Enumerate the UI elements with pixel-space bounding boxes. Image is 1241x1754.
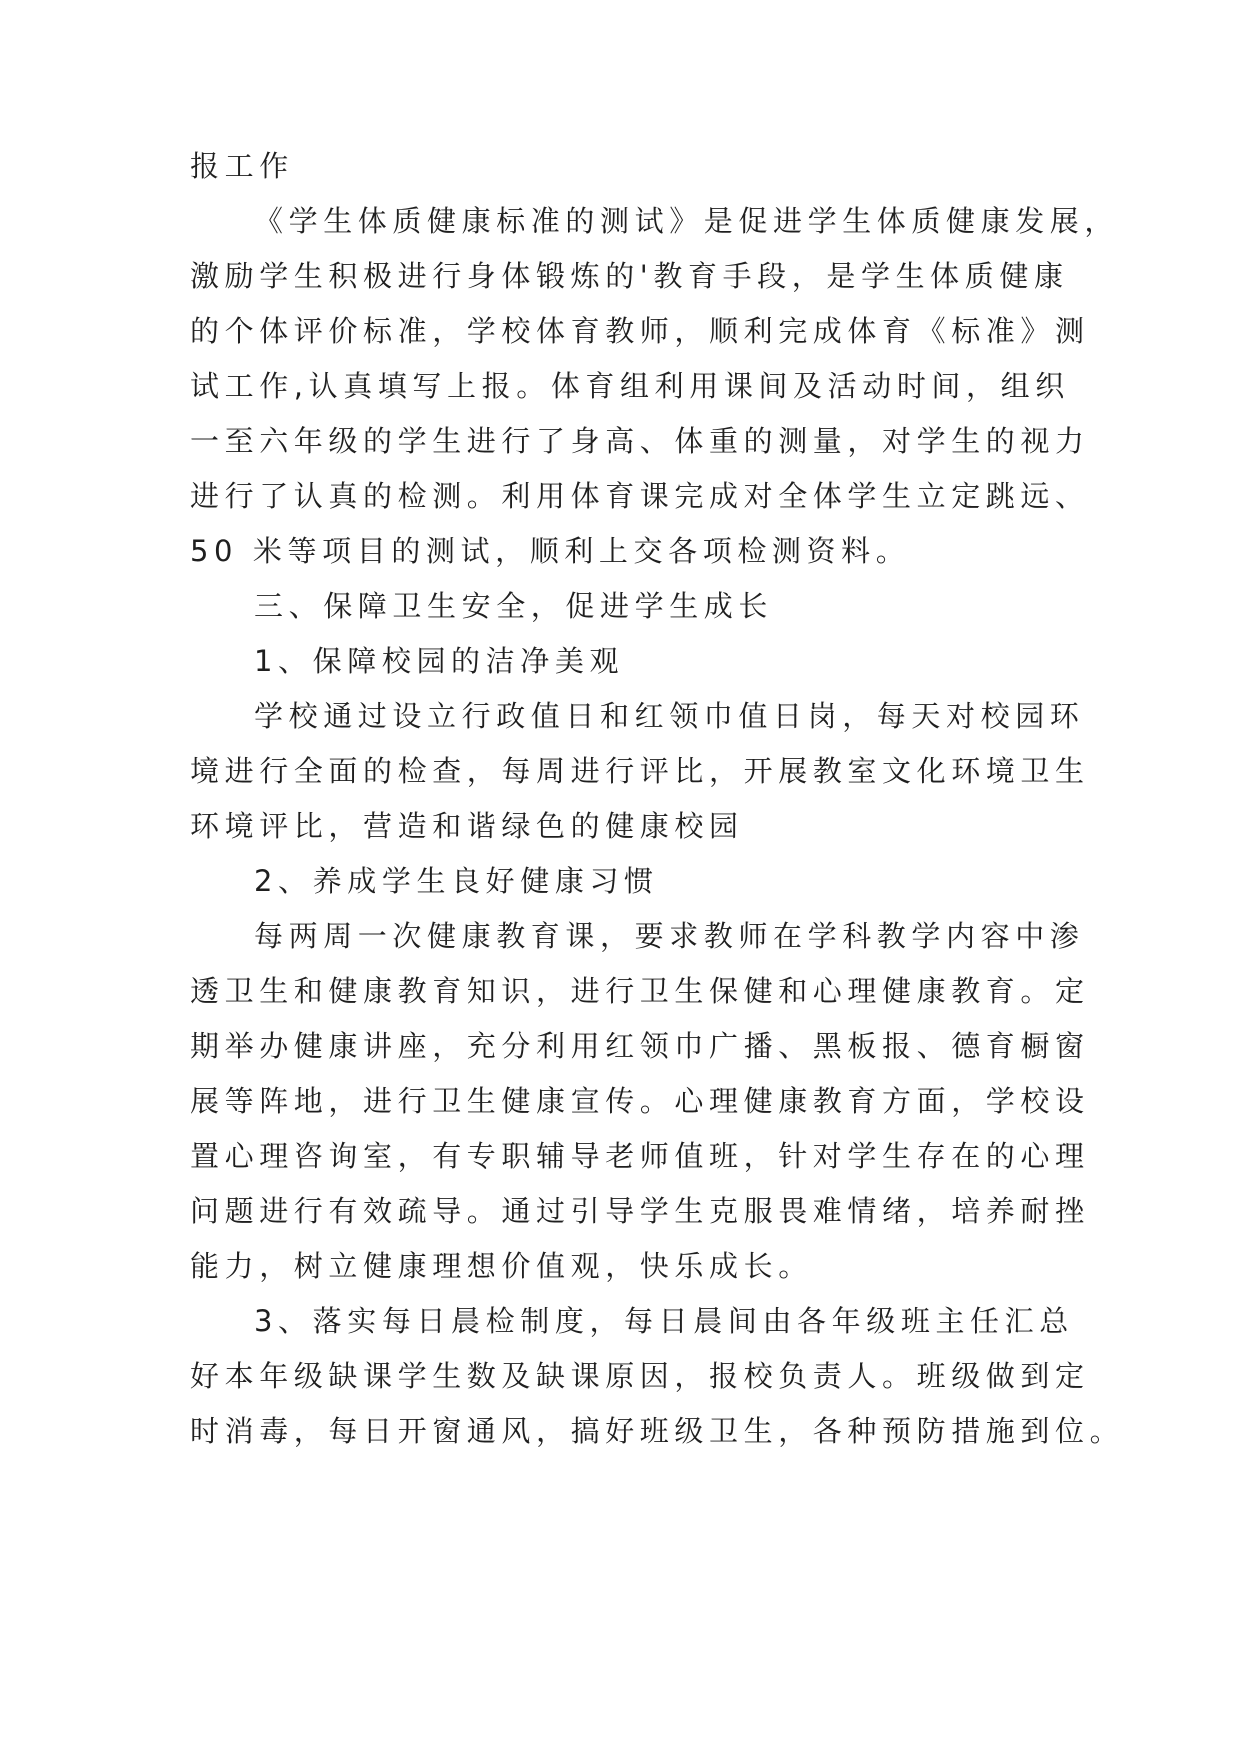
text-line: 一至六年级的学生进行了身高、体重的测量，对学生的视力 [190,424,1090,458]
text-line: 问题进行有效疏导。通过引导学生克服畏难情绪，培养耐挫 [190,1194,1090,1228]
text-line: 学校通过设立行政值日和红领巾值日岗，每天对校园环 [254,699,1085,733]
text-line: 能力，树立健康理想价值观，快乐成长。 [190,1249,813,1283]
section-heading: 三、保障卫生安全，促进学生成长 [254,589,774,623]
text-line: 50 米等项目的测试，顺利上交各项检测资料。 [190,534,911,568]
text-line: 好本年级缺课学生数及缺课原因，报校负责人。班级做到定 [190,1359,1090,1393]
text-line: 试工作,认真填写上报。体育组利用课间及活动时间，组织 [190,369,1070,403]
text-line: 每两周一次健康教育课，要求教师在学科教学内容中渗 [254,919,1085,953]
text-line: 3、落实每日晨检制度，每日晨间由各年级班主任汇总 [254,1304,1074,1338]
text-line: 进行了认真的检测。利用体育课完成对全体学生立定跳远、 [190,479,1090,513]
text-line: 《学生体质健康标准的测试》是促进学生体质健康发展， [254,204,1120,238]
text-line: 置心理咨询室，有专职辅导老师值班，针对学生存在的心理 [190,1139,1090,1173]
text-line: 透卫生和健康教育知识，进行卫生保健和心理健康教育。定 [190,974,1090,1008]
text-line: 期举办健康讲座，充分利用红领巾广播、黑板报、德育橱窗 [190,1029,1090,1063]
text-line: 报工作 [190,149,294,183]
text-line: 环境评比，营造和谐绿色的健康校园 [190,809,744,843]
subsection-heading: 1、保障校园的洁净美观 [254,644,625,678]
text-line: 的个体评价标准，学校体育教师，顺利完成体育《标准》测 [190,314,1090,348]
text-line: 境进行全面的检查，每周进行评比，开展教室文化环境卫生 [190,754,1090,788]
text-line: 展等阵地，进行卫生健康宣传。心理健康教育方面，学校设 [190,1084,1090,1118]
subsection-heading: 2、养成学生良好健康习惯 [254,864,659,898]
text-line: 时消毒，每日开窗通风，搞好班级卫生，各种预防措施到位。 [190,1414,1125,1448]
text-line: 激励学生积极进行身体锻炼的'教育手段，是学生体质健康 [190,259,1069,293]
